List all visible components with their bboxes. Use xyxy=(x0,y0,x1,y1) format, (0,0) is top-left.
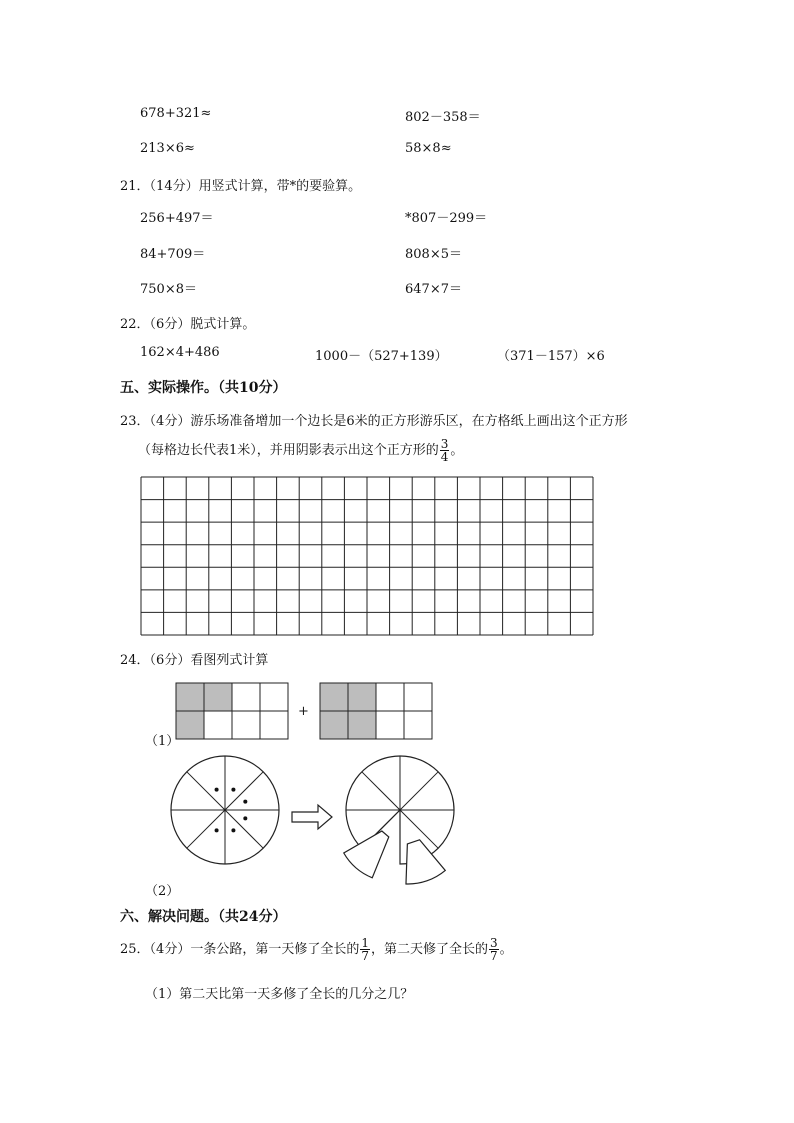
q25-fraction-1 xyxy=(360,937,370,962)
q22-item-3: （371－157）×6 xyxy=(497,349,605,364)
q23-line2 xyxy=(138,436,463,466)
empty-cell xyxy=(260,683,288,711)
q23-line1: 23．（4分）游乐场准备增加一个边长是6米的正方形游乐区，在方格纸上画出这个正方形 xyxy=(120,414,628,429)
dot-mark xyxy=(243,800,247,804)
q24-title: 24．（6分）看图列式计算 xyxy=(120,653,269,668)
q23-fraction xyxy=(440,438,450,463)
estimate-item-1: 678+321≈ xyxy=(140,106,212,121)
q21-item-6: 647×7＝ xyxy=(405,282,462,297)
arrow-icon xyxy=(292,805,332,829)
q21-title: 21．（14分）用竖式计算，带*的要验算。 xyxy=(120,179,362,194)
shaded-cell xyxy=(176,711,204,739)
empty-cell xyxy=(204,711,232,739)
q25-frac1-denominator: 7 xyxy=(361,949,369,963)
empty-cell xyxy=(376,711,404,739)
q22-item-1: 162×4+486 xyxy=(140,345,220,360)
square-grid-paper[interactable] xyxy=(140,476,594,636)
q21-item-1: 256+497＝ xyxy=(140,211,214,226)
estimate-item-4: 58×8≈ xyxy=(405,141,452,156)
q22-title: 22．（6分）脱式计算。 xyxy=(120,317,256,332)
q25-text-b: ，第二天修了全长的 xyxy=(370,942,488,957)
section5-title: 五、实际操作。（共10分） xyxy=(120,380,287,396)
dot-mark xyxy=(243,816,247,820)
plus-sign: + xyxy=(298,704,309,719)
estimate-item-3: 213×6≈ xyxy=(140,141,195,156)
empty-cell xyxy=(232,711,260,739)
shaded-cell xyxy=(348,683,376,711)
q21-item-5: 750×8＝ xyxy=(140,282,197,297)
q25-frac2-denominator: 7 xyxy=(489,949,498,963)
empty-cell xyxy=(404,683,432,711)
empty-cell xyxy=(232,683,260,711)
q21-item-2: *807－299＝ xyxy=(405,211,488,226)
section6-title: 六、解决问题。（共24分） xyxy=(120,909,287,925)
fraction-rectangle-2 xyxy=(319,682,433,740)
shaded-cell xyxy=(176,683,204,711)
q24-part1-label: （1） xyxy=(145,734,180,749)
shaded-cell xyxy=(320,711,348,739)
q25-sub1: （1）第二天比第一天多修了全长的几分之几？ xyxy=(145,987,414,1002)
q25-frac1-numerator: 1 xyxy=(361,936,369,950)
q25-text-a: 25．（4分）一条公路，第一天修了全长的 xyxy=(120,942,360,957)
estimate-item-2: 802－358＝ xyxy=(405,110,481,125)
q23-line2-end: 。 xyxy=(450,443,464,458)
q24-part2-label: （2） xyxy=(145,884,180,899)
q25-line xyxy=(120,935,513,965)
q23-line2-text: （每格边长代表1米），并用阴影表示出这个正方形的 xyxy=(138,443,439,458)
q25-frac2-numerator: 3 xyxy=(489,936,498,950)
q23-frac-denominator: 4 xyxy=(440,450,449,464)
dot-mark xyxy=(215,828,219,832)
q21-item-3: 84+709＝ xyxy=(140,247,206,262)
q22-item-2: 1000－（527+139） xyxy=(315,349,448,364)
shaded-cell xyxy=(204,683,232,711)
empty-cell xyxy=(260,711,288,739)
shaded-cell xyxy=(320,683,348,711)
q23-frac-numerator: 3 xyxy=(440,437,449,451)
fraction-rectangle-1 xyxy=(175,682,289,740)
dot-mark xyxy=(231,788,235,792)
q21-item-4: 808×5＝ xyxy=(405,247,462,262)
shaded-cell xyxy=(348,711,376,739)
dot-mark xyxy=(231,828,235,832)
empty-cell xyxy=(404,711,432,739)
circle-figures xyxy=(170,755,470,895)
dot-mark xyxy=(215,788,219,792)
q25-fraction-2 xyxy=(489,937,499,962)
q25-text-c: 。 xyxy=(499,942,513,957)
empty-cell xyxy=(376,683,404,711)
